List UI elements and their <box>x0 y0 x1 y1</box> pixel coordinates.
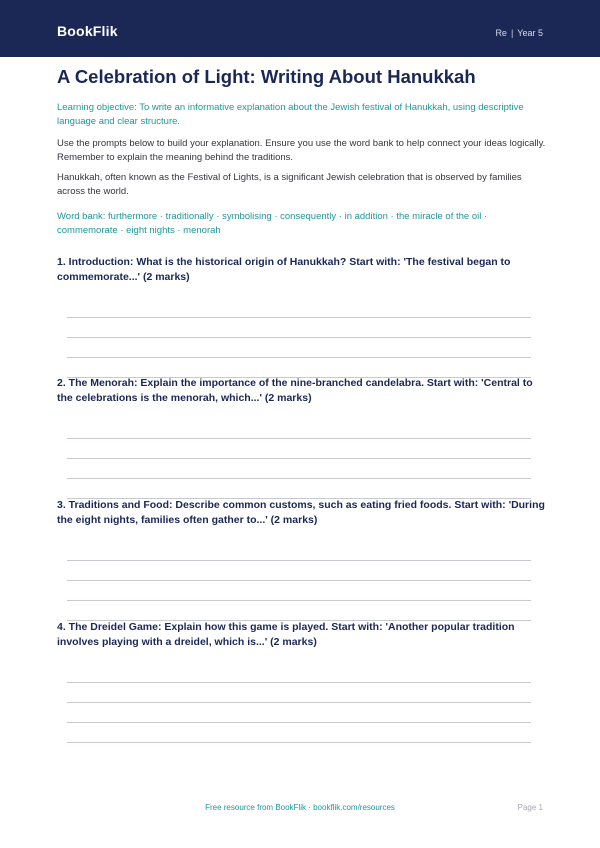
word-bank: Word bank: furthermore · traditionally · symbolising · consequently · in addition · the miracle of the oil · commemorate · eight nights · menorah <box>57 211 488 236</box>
meta-separator: | <box>510 28 514 38</box>
answer-line[interactable] <box>67 317 531 318</box>
answer-line[interactable] <box>67 357 531 358</box>
instructions-paragraph: Use the prompts below to build your explanation. Ensure you use the word bank to help connect your ideas logically. Remember to explain the meaning behind the traditions. <box>57 138 546 163</box>
intro-paragraph: Hanukkah, often known as the Festival of Lights, is a significant Jewish celebration that is observed by families across the world. <box>57 172 522 197</box>
learning-objective: Learning objective: To write an informative explanation about the Jewish festival of Hanukkah, using descriptive language and clear structure. <box>57 102 524 127</box>
question-2: 2. The Menorah: Explain the importance of the nine-branched candelabra. Start with: 'Central to the celebrations is the menorah, which...' (2 marks) <box>57 377 533 404</box>
answer-line[interactable] <box>67 722 531 723</box>
subject-label: Re <box>495 28 507 38</box>
answer-line[interactable] <box>67 742 531 743</box>
answer-line[interactable] <box>67 580 531 581</box>
question-1: 1. Introduction: What is the historical origin of Hanukkah? Start with: 'The festival began to commemorate...' (2 marks) <box>57 256 511 283</box>
answer-line[interactable] <box>67 682 531 683</box>
header-meta <box>495 28 543 38</box>
year-label: Year 5 <box>517 28 543 38</box>
footer-resource-link[interactable]: Free resource from BookFlik · bookflik.com/resources <box>205 803 395 812</box>
answer-line[interactable] <box>67 458 531 459</box>
brand-logo: BookFlik <box>57 23 118 39</box>
page-header <box>0 0 600 57</box>
answer-line[interactable] <box>67 438 531 439</box>
question-3: 3. Traditions and Food: Describe common customs, such as eating fried foods. Start with: 'During the eight nights, families often gather to...' (2 marks) <box>57 499 545 526</box>
answer-line[interactable] <box>67 560 531 561</box>
answer-line[interactable] <box>67 337 531 338</box>
answer-line[interactable] <box>67 600 531 601</box>
answer-line[interactable] <box>67 478 531 479</box>
page-number: Page 1 <box>517 803 543 812</box>
answer-line[interactable] <box>67 702 531 703</box>
question-4: 4. The Dreidel Game: Explain how this game is played. Start with: 'Another popular tradition involves playing with a dreidel, which is...' (2 marks) <box>57 621 515 648</box>
page-title: A Celebration of Light: Writing About Hanukkah <box>57 66 476 87</box>
